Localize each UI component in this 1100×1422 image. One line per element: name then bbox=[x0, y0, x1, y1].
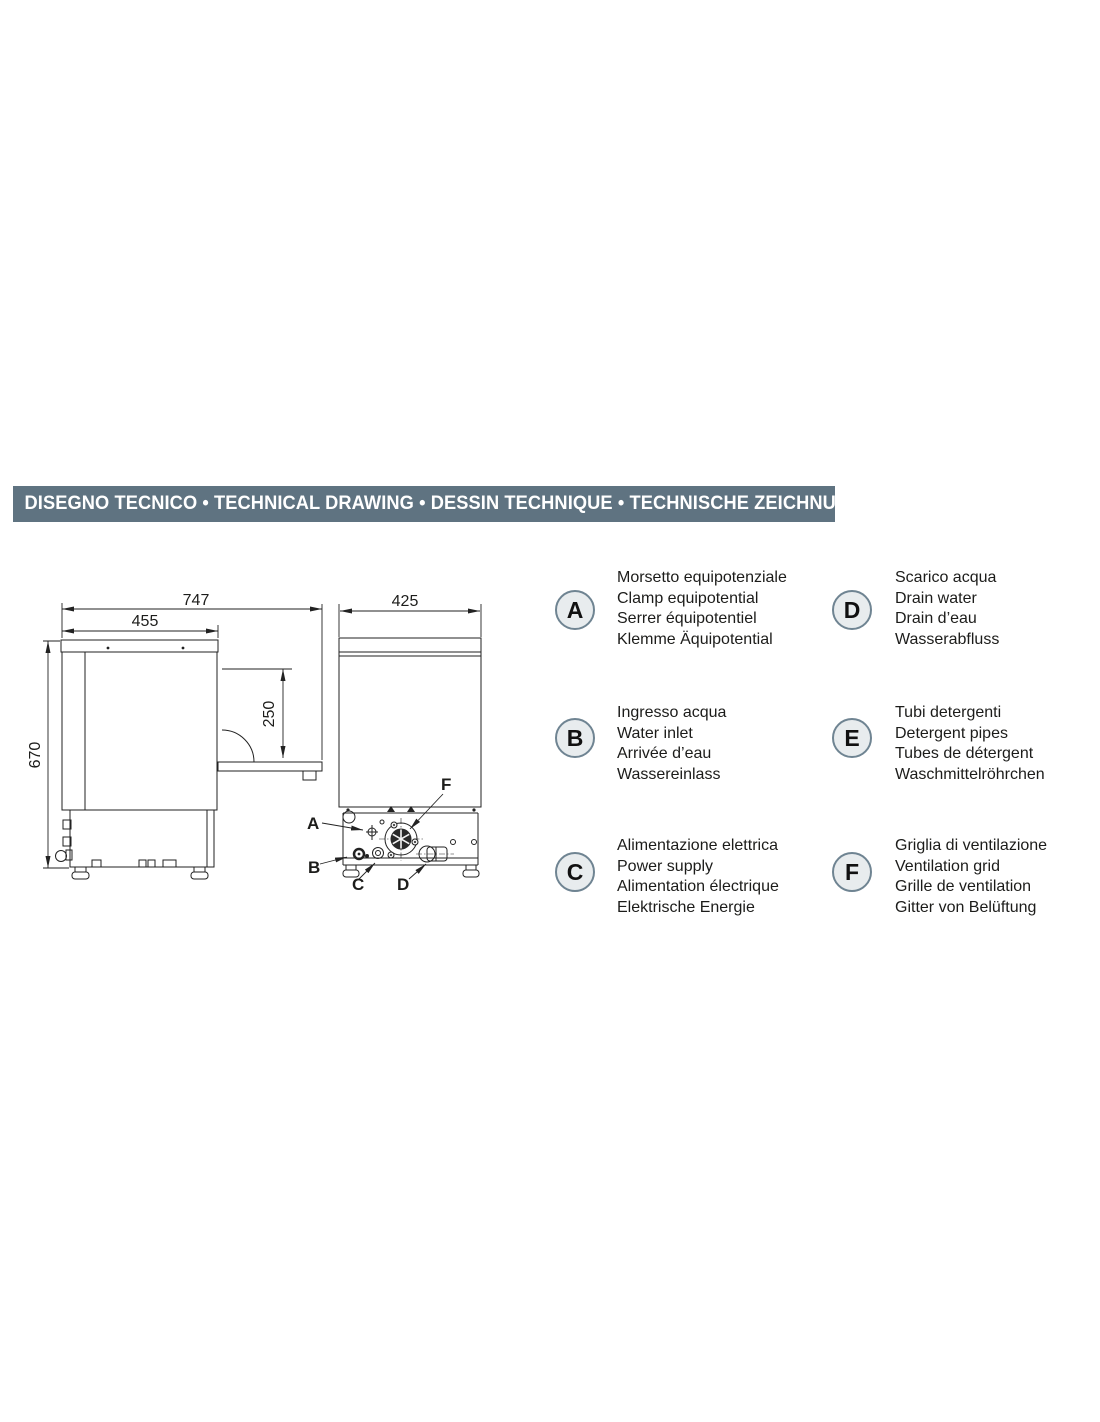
legend-line: Serrer équipotentiel bbox=[617, 610, 757, 627]
worktop-screw-icon bbox=[182, 647, 185, 650]
callout-f: F bbox=[441, 775, 452, 794]
legend-badge-a: A bbox=[555, 590, 595, 630]
legend-text-f bbox=[895, 836, 1100, 918]
legend-line: Waschmittelröhrchen bbox=[895, 765, 1045, 783]
small-bolt-icon bbox=[365, 854, 369, 858]
small-bolt-icon bbox=[380, 820, 384, 824]
ventilation-grid bbox=[379, 818, 423, 861]
legend-badge-f: F bbox=[832, 852, 872, 892]
legend-line: Tubes de détergent bbox=[895, 745, 1034, 762]
door-swing-arc bbox=[222, 730, 254, 762]
legend-line: Drain water bbox=[895, 589, 977, 607]
dim-total-depth: 747 bbox=[182, 592, 210, 609]
foot bbox=[466, 865, 476, 870]
dim-door-open: 250 bbox=[261, 700, 278, 728]
legend-line: Ventilation grid bbox=[895, 857, 1000, 875]
legend-line: Wassereinlass bbox=[617, 765, 721, 783]
legend-line: Morsetto equipotenziale bbox=[617, 569, 787, 586]
legend-line: Power supply bbox=[617, 857, 714, 875]
drain-fitting bbox=[416, 846, 454, 862]
side-hose-ring bbox=[56, 851, 67, 862]
foot bbox=[194, 867, 205, 872]
callout-b: B bbox=[308, 858, 321, 877]
legend-line: Drain d’eau bbox=[895, 610, 977, 627]
legend-badge-b: B bbox=[555, 718, 595, 758]
door-handle-hook bbox=[303, 771, 316, 780]
dimension-lines bbox=[43, 603, 481, 868]
bottom-fitting bbox=[139, 860, 146, 867]
legend-line: Ingresso acqua bbox=[617, 704, 727, 721]
screw-icon bbox=[472, 808, 475, 811]
legend-text-d bbox=[895, 568, 1100, 650]
small-hole bbox=[472, 840, 477, 845]
legend-line: Alimentation électrique bbox=[617, 878, 779, 895]
legend-line: Water inlet bbox=[617, 724, 693, 742]
legend-line: Scarico acqua bbox=[895, 569, 997, 586]
legend-text-e bbox=[895, 703, 1100, 785]
legend-line: Clamp equipotential bbox=[617, 589, 759, 607]
equipotential-clamp bbox=[366, 825, 378, 840]
legend-badge-c: C bbox=[555, 852, 595, 892]
foot bbox=[346, 865, 356, 870]
foot bbox=[463, 870, 479, 877]
side-view bbox=[56, 640, 323, 879]
legend-line: Klemme Äquipotential bbox=[617, 630, 773, 648]
rear-body bbox=[339, 638, 481, 807]
callout-c: C bbox=[352, 875, 365, 894]
bottom-fitting bbox=[92, 860, 101, 867]
legend-line: Alimentazione elettrica bbox=[617, 837, 778, 854]
dim-height: 670 bbox=[27, 741, 44, 769]
dim-body-depth: 455 bbox=[131, 613, 159, 630]
callout-a: A bbox=[307, 814, 320, 833]
foot bbox=[75, 867, 86, 872]
worktop-screw-icon bbox=[107, 647, 110, 650]
legend-line: Griglia di ventilazione bbox=[895, 837, 1048, 854]
rear-view bbox=[339, 638, 481, 877]
side-worktop bbox=[61, 640, 218, 652]
legend-line: Tubi detergenti bbox=[895, 704, 1002, 721]
legend-line: Wasserabfluss bbox=[895, 630, 1000, 648]
power-supply-gland bbox=[373, 848, 384, 859]
legend-line: Arrivée d’eau bbox=[617, 745, 712, 762]
legend-badge-d: D bbox=[832, 590, 872, 630]
foot bbox=[191, 872, 208, 879]
open-door-shelf bbox=[218, 762, 322, 771]
bottom-fitting bbox=[163, 860, 176, 867]
dim-width: 425 bbox=[391, 593, 419, 610]
section-title: DISEGNO TECNICO • TECHNICAL DRAWING • DESSIN TECHNIQUE • TECHNISCHE ZEICHNUNG bbox=[24, 493, 864, 514]
legend-line: Grille de ventilation bbox=[895, 878, 1032, 895]
legend-line: Detergent pipes bbox=[895, 724, 1008, 742]
small-hole bbox=[451, 840, 456, 845]
side-base bbox=[70, 810, 214, 867]
legend-badge-e: E bbox=[832, 718, 872, 758]
foot bbox=[72, 872, 89, 879]
bottom-fitting bbox=[148, 860, 155, 867]
callout-d: D bbox=[397, 875, 410, 894]
legend-line: Gitter von Belüftung bbox=[895, 898, 1037, 916]
legend-line: Elektrische Energie bbox=[617, 898, 755, 916]
